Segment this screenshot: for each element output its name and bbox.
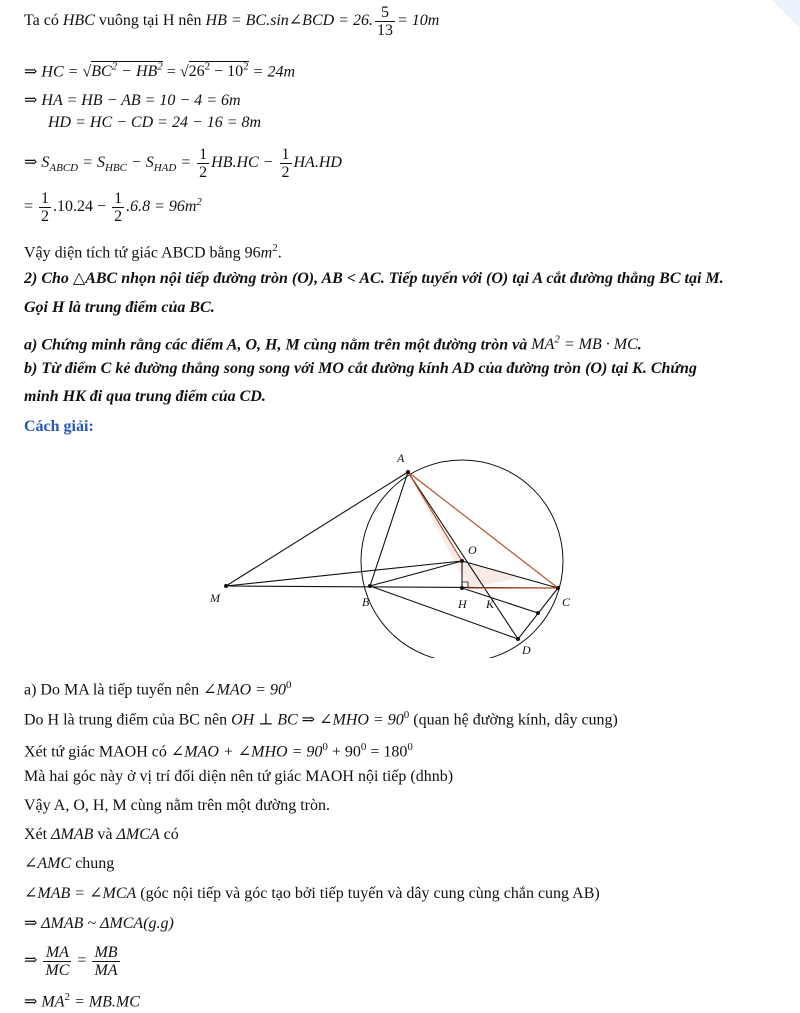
solution-line-5: Vậy A, O, H, M cùng nằm trên một đường tròn.: [24, 797, 330, 814]
point-o: [460, 559, 464, 563]
point-m: [224, 584, 228, 588]
problem-line-2: Gọi H là trung điểm của BC.: [24, 299, 215, 316]
segment-bd: [370, 586, 518, 639]
area-formula-line: ⇒ $S_{ABCD} = S_{HBC} - S_{HAD}$ = $\frac{1}{2}$ HB.HC − $\frac{1}{2}$ HA.HD: [24, 146, 342, 181]
label-a: A: [397, 451, 405, 465]
solution-line-1: a) Do MA là tiếp tuyến nên ∠MAO = $90^0$: [24, 679, 292, 699]
segment-ma: [226, 472, 408, 586]
point-mid-cd: [536, 611, 540, 615]
problem-part-b-1: b) Từ điểm C kẻ đường thẳng song song với MO cắt đường kính AD của đường tròn (O) tại K. Chứng: [24, 360, 697, 377]
label-d: D: [522, 643, 531, 657]
solution-line-11: ⇒ $MA^2 = MB.MC$: [24, 991, 140, 1011]
problem-line-1: 2) Cho △ABC nhọn nội tiếp đường tròn (O), AB < AC. Tiếp tuyến với (O) tại A cắt đường thẳng BC tại M.: [24, 270, 724, 287]
hd-calc-line: HD = HC − CD = 24 − 16 = 8m: [48, 114, 262, 131]
segment-bo: [370, 561, 462, 586]
label-b: B: [362, 595, 370, 609]
label-c: C: [562, 595, 571, 609]
solution-heading: Cách giải:: [24, 418, 94, 435]
solution-line-2: Do H là trung điểm của BC nên OH ⊥ BC ⇒ ∠MHO = $90^0$ (quan hệ đường kính, dây cung): [24, 709, 618, 729]
label-h: H: [458, 597, 467, 611]
solution-line-3: Xét tứ giác MAOH có ∠MAO + ∠MHO = $90^0 + 90^0 = 180^0$: [24, 741, 413, 761]
segment-mo: [226, 561, 462, 586]
problem-part-a: a) Chứng minh rằng các điểm A, O, H, M cùng nằm trên một đường tròn và $MA^2$ = MB · MC.: [24, 334, 642, 354]
point-d: [516, 637, 520, 641]
segment-hk: [462, 588, 538, 613]
hb-calc-line: Ta có HBC vuông tại H nên HB = BC.sin∠BCD = 26. $\frac{5}{13}$ = 10m: [24, 4, 440, 39]
label-k: K: [486, 597, 495, 611]
solution-line-9: ⇒ ΔMAB ~ ΔMCA(g.g): [24, 915, 174, 932]
solution-line-7: ∠AMC chung: [24, 855, 115, 872]
solution-line-10: ⇒ $\frac{MA}{MC}$ = $\frac{MB}{MA}$: [24, 944, 118, 979]
geometry-figure: [200, 440, 590, 658]
area-value-line: = $\frac{1}{2}$ .10.24 − $\frac{1}{2}$ $.6.8 = 96m^2$: [24, 190, 202, 225]
label-o: O: [468, 543, 477, 557]
corner-decoration: [772, 0, 800, 28]
segment-ao: [408, 472, 462, 561]
point-c: [556, 586, 560, 590]
point-h: [460, 586, 464, 590]
segment-ad: [408, 472, 518, 639]
point-b: [368, 584, 372, 588]
ha-calc-line: ⇒ HA = HB − AB = 10 − 4 = 6m: [24, 92, 241, 109]
solution-line-6: Xét ΔMAB và ΔMCA có: [24, 826, 179, 843]
hc-calc-line: ⇒ HC = $√BC^2 - HB^2 = √26^2 - 10^2 = 24m$: [24, 61, 295, 81]
solution-line-4: Mà hai góc này ở vị trí đối diện nên tứ giác MAOH nội tiếp (dhnb): [24, 768, 454, 785]
point-a: [406, 470, 410, 474]
problem-part-b-2: minh HK đi qua trung điểm của CD.: [24, 388, 266, 405]
solution-line-8: ∠MAB = ∠MCA (góc nội tiếp và góc tạo bởi tiếp tuyến và dây cung cùng chắn cung AB): [24, 885, 600, 902]
label-m: M: [210, 591, 220, 605]
area-conclusion: Vậy diện tích tứ giác ABCD bằng $96m^2$.: [24, 242, 282, 262]
